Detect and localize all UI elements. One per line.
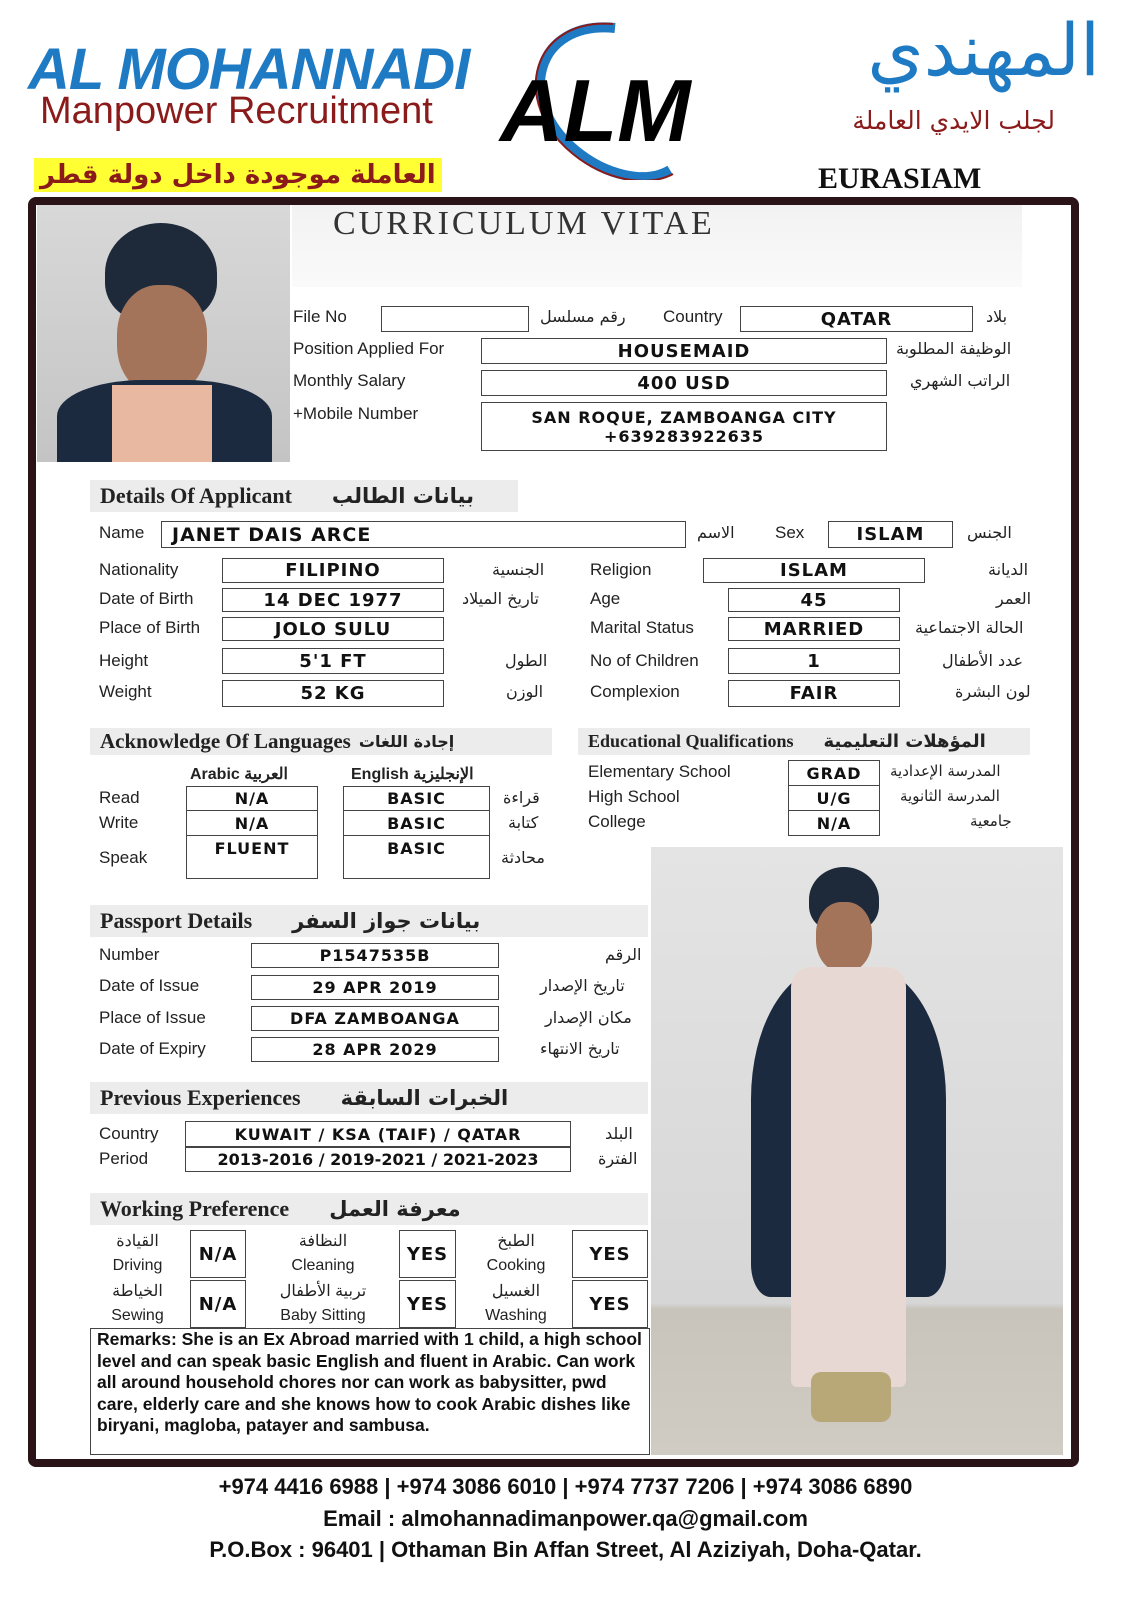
preference-title-ar: معرفة العمل	[329, 1197, 461, 1221]
sex-label-ar: الجنس	[967, 523, 1012, 542]
passport-number-label-ar: الرقم	[605, 945, 642, 964]
weight-field: 52 KG	[222, 680, 444, 707]
nationality-label: Nationality	[99, 560, 179, 579]
issue-place-label: Place of Issue	[99, 1008, 206, 1027]
highschool-field: U/G	[788, 785, 880, 811]
applicant-section-header	[90, 480, 518, 512]
nationality-label-ar: الجنسية	[492, 560, 545, 579]
elementary-field: GRAD	[788, 760, 880, 786]
religion-label-ar: الديانة	[988, 560, 1029, 579]
remarks: Remarks: She is an Ex Abroad married with 1 child, a high school level and can speak basic English and fluent in Arabic. Can work all around household chores nor can work as babysitter, pwd care, elderly care and she knows how to cook Arabic dishes like biryani, magloba, patayer and sambusa.	[90, 1328, 650, 1455]
speak-label: Speak	[99, 848, 148, 867]
pob-field: JOLO SULU	[222, 617, 444, 641]
file-no-label-ar: رقم مسلسل	[540, 307, 626, 326]
sex-field: ISLAM	[828, 521, 953, 548]
pref-cooking	[472, 1230, 560, 1278]
brand-name: AL MOHANNADI	[28, 37, 470, 102]
exp-period-label: Period	[99, 1149, 149, 1168]
passport-title-ar: بيانات جواز السفر	[292, 909, 481, 933]
pref-babysitting	[262, 1280, 384, 1328]
complexion-label: Complexion	[590, 682, 680, 701]
children-label: No of Children	[590, 651, 699, 670]
elementary-label: Elementary School	[588, 762, 731, 781]
address-value: SAN ROQUE, ZAMBOANGA CITY	[531, 407, 837, 427]
write-label-ar: كتابة	[508, 813, 539, 832]
pref-cleaning-value: YES	[399, 1230, 456, 1278]
exp-country-field: KUWAIT / KSA (TAIF) / QATAR	[185, 1121, 571, 1147]
height-label: Height	[99, 651, 149, 670]
college-label: College	[588, 812, 646, 831]
name-field: JANET DAIS ARCE	[161, 521, 686, 548]
read-label-ar: قراءة	[503, 788, 540, 807]
arabic-column-header: Arabic العربية	[190, 766, 288, 783]
marital-label-ar: الحالة الاجتماعية	[915, 618, 1024, 637]
pref-babysitting-ar: تربية الأطفال	[279, 1283, 367, 1300]
children-label-ar: عدد الأطفال	[942, 651, 1024, 670]
logo-text: ALM	[500, 61, 691, 160]
expiry-date-field: 28 APR 2029	[251, 1037, 499, 1062]
footer-address: P.O.Box : 96401 | Othaman Bin Affan Street, Al Aziziyah, Doha-Qatar.	[209, 1537, 922, 1562]
pref-babysitting-label: Baby Sitting	[280, 1307, 366, 1324]
pref-driving	[95, 1230, 180, 1278]
college-label-ar: جامعية	[970, 812, 1012, 830]
mobile-field	[481, 402, 887, 451]
notice-banner: العاملة موجودة داخل دولة قطر	[34, 158, 442, 192]
pref-cooking-value: YES	[572, 1230, 648, 1278]
exp-period-label-ar: الفترة	[598, 1149, 638, 1168]
country-label: Country	[663, 307, 723, 326]
english-column-header: English الإنجليزية	[351, 766, 474, 783]
pref-cooking-ar: الطبخ	[497, 1233, 535, 1250]
issue-date-label: Date of Issue	[99, 976, 200, 995]
pref-washing-ar: الغسيل	[491, 1283, 541, 1300]
read-label: Read	[99, 788, 140, 807]
languages-section-header	[90, 728, 552, 755]
speak-english: BASIC	[343, 835, 490, 879]
brand-subtitle: Manpower Recruitment	[40, 90, 433, 132]
complexion-label-ar: لون البشرة	[955, 682, 1031, 701]
pref-washing-label: Washing	[485, 1307, 547, 1324]
height-field: 5'1 FT	[222, 648, 444, 674]
position-label: Position Applied For	[293, 339, 445, 358]
highschool-label-ar: المدرسة الثانوية	[900, 787, 1000, 805]
salary-label: Monthly Salary	[293, 371, 406, 390]
marital-label: Marital Status	[590, 618, 694, 637]
dob-label: Date of Birth	[99, 589, 194, 608]
pref-sewing-label: Sewing	[111, 1307, 164, 1324]
exp-country-label: Country	[99, 1124, 159, 1143]
file-no-field	[381, 306, 529, 332]
pref-cleaning-label: Cleaning	[291, 1257, 355, 1274]
passport-section-header	[90, 905, 648, 937]
name-label: Name	[99, 523, 145, 542]
footer-email: Email : almohannadimanpower.qa@gmail.com	[323, 1506, 808, 1531]
read-arabic: N/A	[186, 786, 318, 811]
applicant-title-ar: بيانات الطالب	[331, 484, 474, 508]
read-english: BASIC	[343, 786, 490, 811]
languages-title: Acknowledge Of Languages	[100, 729, 351, 753]
complexion-field: FAIR	[728, 680, 900, 707]
position-label-ar: الوظيفة المطلوبة	[896, 339, 1012, 358]
country-label-ar: بلاد	[986, 307, 1008, 326]
education-section-header	[578, 728, 1030, 755]
alm-logo	[495, 20, 720, 180]
cv-title: CURRICULUM VITAE	[333, 205, 715, 242]
religion-label: Religion	[590, 560, 652, 579]
experience-section-header	[90, 1082, 648, 1114]
experience-title-ar: الخبرات السابقة	[340, 1086, 509, 1110]
highschool-label: High School	[588, 787, 680, 806]
exp-country-label-ar: البلد	[605, 1124, 633, 1143]
education-title: Educational Qualifications	[588, 731, 794, 751]
brand-name-arabic: المهندي	[867, 8, 1100, 92]
write-label: Write	[99, 813, 139, 832]
languages-title-ar: إجادة اللغات	[358, 732, 455, 751]
pref-cleaning	[262, 1230, 384, 1278]
experience-title: Previous Experiences	[100, 1085, 301, 1110]
write-english: BASIC	[343, 810, 490, 836]
salary-label-ar: الراتب الشهري	[910, 371, 1011, 390]
pref-babysitting-value: YES	[399, 1280, 456, 1328]
passport-number-label: Number	[99, 945, 160, 964]
brand-subtitle-arabic: لجلب الايدي العاملة	[852, 106, 1055, 135]
height-label-ar: الطول	[505, 651, 548, 670]
sex-label: Sex	[775, 523, 805, 542]
issue-date-field: 29 APR 2019	[251, 975, 499, 1000]
pref-cleaning-ar: النظافة	[298, 1233, 348, 1250]
marital-field: MARRIED	[728, 617, 900, 641]
pref-driving-label: Driving	[112, 1257, 163, 1274]
dob-label-ar: تاريخ الميلاد	[462, 589, 539, 608]
footer-phones: +974 4416 6988 | +974 3086 6010 | +974 7737 7206 | +974 3086 6890	[218, 1474, 913, 1499]
position-field: HOUSEMAID	[481, 338, 887, 364]
expiry-date-label-ar: تاريخ الانتهاء	[540, 1039, 620, 1058]
applicant-title: Details Of Applicant	[100, 483, 292, 508]
pref-driving-ar: القيادة	[116, 1233, 159, 1250]
speak-label-ar: محادثة	[501, 848, 545, 867]
mobile-value: +639283922635	[604, 426, 764, 446]
age-field: 45	[728, 588, 900, 612]
nationality-field: FILIPINO	[222, 558, 444, 583]
file-no-label: File No	[293, 307, 347, 326]
issue-date-label-ar: تاريخ الإصدار	[540, 976, 625, 995]
pref-sewing	[95, 1280, 180, 1328]
pref-sewing-ar: الخياطة	[112, 1283, 163, 1300]
pref-cooking-label: Cooking	[486, 1257, 546, 1274]
portrait-photo	[37, 205, 290, 462]
pref-driving-value: N/A	[190, 1230, 246, 1278]
passport-number-field: P1547535B	[251, 943, 499, 968]
write-arabic: N/A	[186, 810, 318, 836]
issue-place-field: DFA ZAMBOANGA	[251, 1006, 499, 1031]
name-label-ar: الاسم	[697, 523, 735, 542]
pref-washing-value: YES	[572, 1280, 648, 1328]
children-field: 1	[728, 648, 900, 674]
pob-label: Place of Birth	[99, 618, 201, 637]
age-label: Age	[590, 589, 621, 608]
education-title-ar: المؤهلات التعليمية	[823, 731, 986, 752]
religion-field: ISLAM	[703, 558, 925, 583]
full-body-photo	[651, 847, 1063, 1455]
passport-title: Passport Details	[100, 908, 253, 933]
weight-label-ar: الوزن	[506, 682, 544, 701]
pref-sewing-value: N/A	[190, 1280, 246, 1328]
expiry-date-label: Date of Expiry	[99, 1039, 206, 1058]
preference-section-header	[90, 1193, 648, 1225]
country-field: QATAR	[740, 306, 973, 332]
salary-field: 400 USD	[481, 370, 887, 396]
dob-field: 14 DEC 1977	[222, 588, 444, 612]
age-label-ar: العمر	[996, 589, 1032, 608]
speak-arabic: FLUENT	[186, 835, 318, 879]
weight-label: Weight	[99, 682, 152, 701]
partner-name: EURASIAM	[818, 162, 982, 195]
preference-title: Working Preference	[100, 1196, 290, 1221]
elementary-label-ar: المدرسة الإعدادية	[890, 762, 1001, 780]
pref-washing	[472, 1280, 560, 1328]
mobile-label: +Mobile Number	[293, 404, 419, 423]
exp-period-field: 2013-2016 / 2019-2021 / 2021-2023	[185, 1147, 571, 1172]
issue-place-label-ar: مكان الإصدار	[545, 1008, 632, 1027]
college-field: N/A	[788, 810, 880, 836]
